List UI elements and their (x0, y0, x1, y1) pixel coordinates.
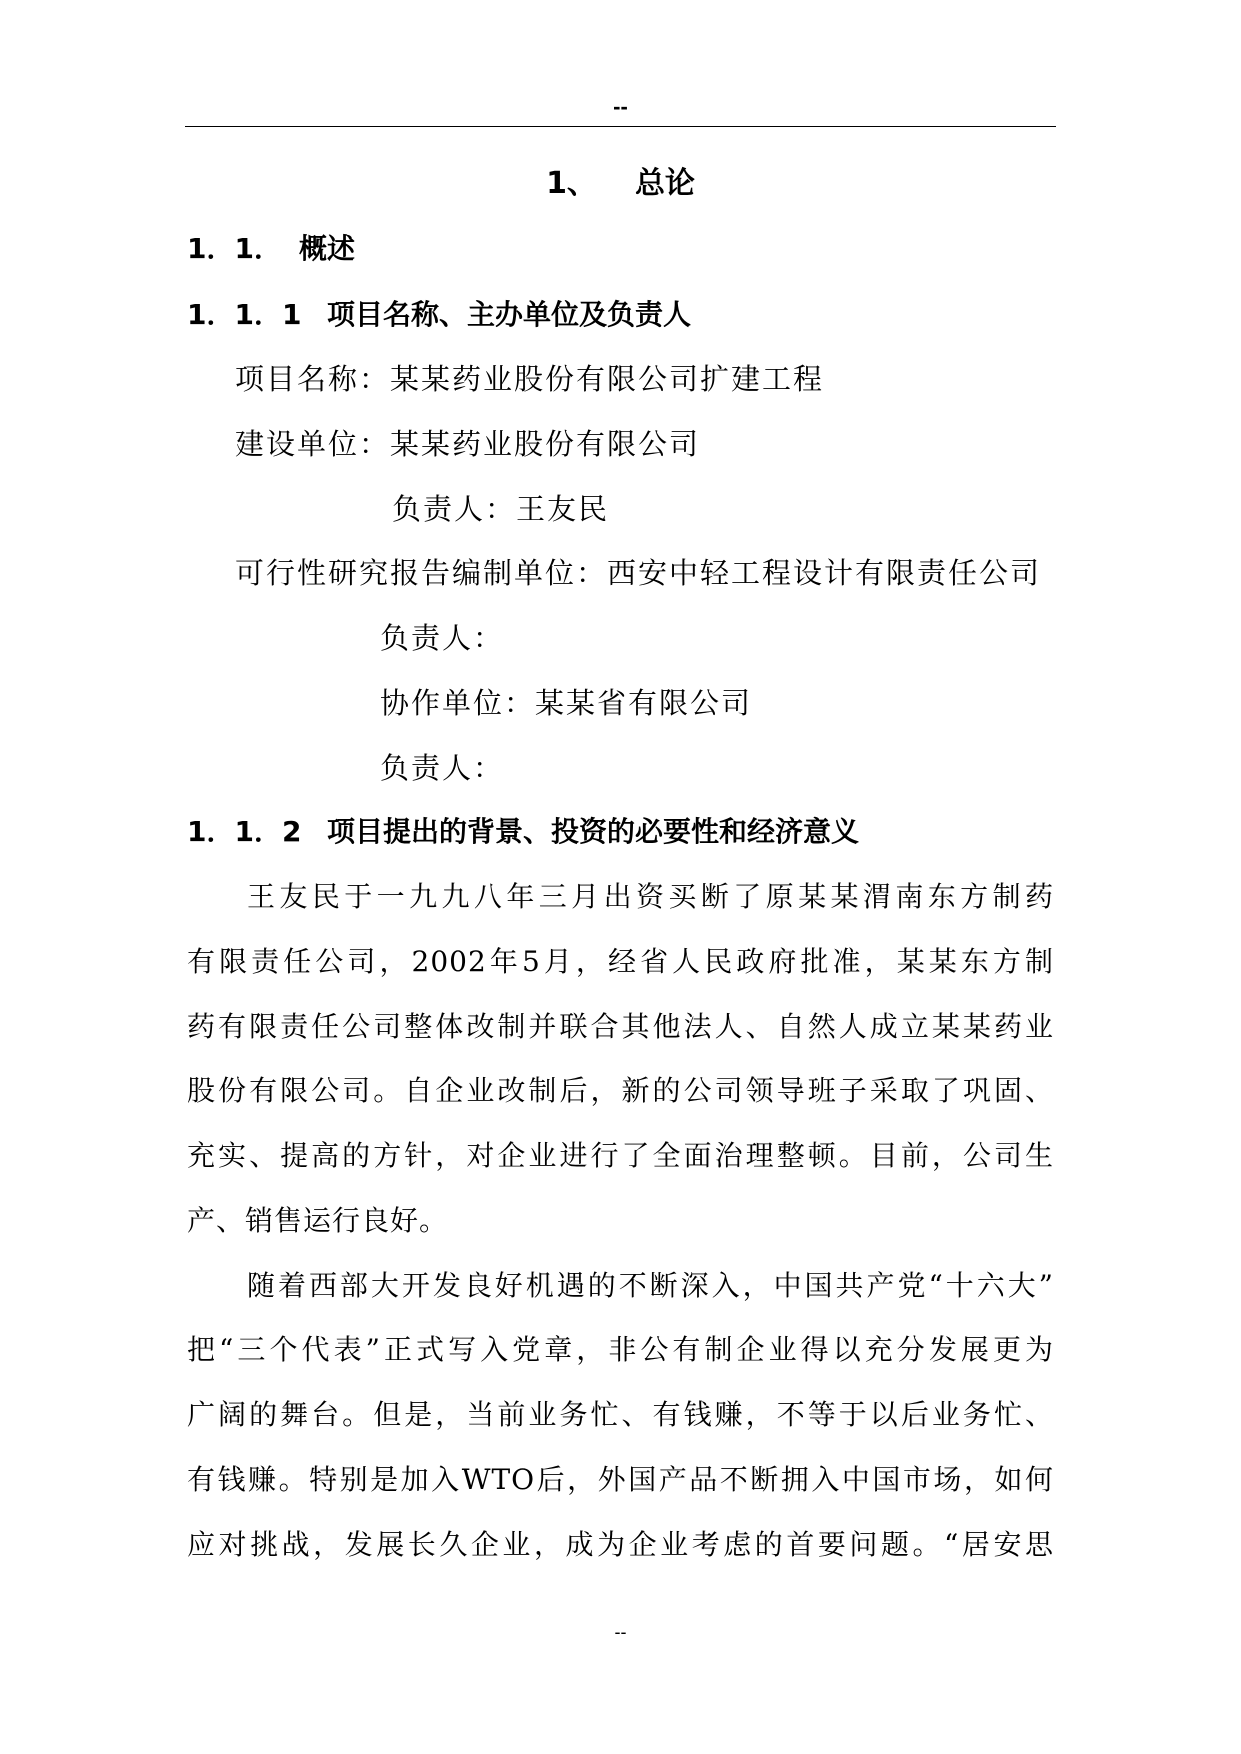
paragraph-2-line: 应对挑战，发展长久企业，成为企业考虑的首要问题。“居安思 (187, 1528, 1054, 1561)
chapter-title: 总论 (634, 166, 695, 201)
paragraph-1-line: 产、销售运行良好。 (187, 1204, 449, 1237)
report-person-line: 负责人： (380, 621, 505, 655)
report-unit-line: 可行性研究报告编制单位：西安中轻工程设计有限责任公司 (235, 556, 1042, 590)
page-header-mark: -- (613, 94, 628, 119)
page-footer-mark: -- (614, 1622, 627, 1642)
section-1-1-2-heading (187, 812, 859, 852)
paragraph-2-line: 把“三个代表”正式写入党章，非公有制企业得以充分发展更为 (187, 1333, 1054, 1366)
header-rule (185, 126, 1056, 127)
section-1-1-number: 1．1． (187, 232, 282, 265)
paragraph-2-line: 有钱赚。特别是加入WTO后，外国产品不断拥入中国市场，如何 (187, 1463, 1054, 1496)
paragraph-1-line: 王友民于一九九八年三月出资买断了原某某渭南东方制药 (247, 880, 1054, 913)
paragraph-2-line: 广阔的舞台。但是，当前业务忙、有钱赚，不等于以后业务忙、 (187, 1398, 1054, 1431)
paragraph-1-line: 有限责任公司，2002年5月，经省人民政府批准，某某东方制 (187, 945, 1054, 978)
section-1-1-2-number: 1．1．2 (187, 815, 302, 848)
section-1-1-1-number: 1．1．1 (187, 298, 302, 331)
chapter-heading (0, 164, 1241, 204)
section-1-1-heading (187, 229, 355, 269)
project-name-line: 项目名称：某某药业股份有限公司扩建工程 (235, 362, 825, 396)
paragraph-2-line: 随着西部大开发良好机遇的不断深入，中国共产党“十六大” (247, 1269, 1054, 1302)
section-1-1-2-title: 项目提出的背景、投资的必要性和经济意义 (327, 815, 860, 848)
partner-unit-line: 协作单位：某某省有限公司 (380, 686, 753, 720)
paragraph-1-line: 药有限责任公司整体改制并联合其他法人、自然人成立某某药业 (187, 1010, 1054, 1043)
paragraph-1-line: 股份有限公司。自企业改制后，新的公司领导班子采取了巩固、 (187, 1074, 1054, 1107)
builder-person-line: 负责人：王友民 (392, 492, 610, 526)
chapter-number: 1、 (546, 166, 597, 201)
section-1-1-1-title: 项目名称、主办单位及负责人 (327, 298, 692, 331)
builder-line: 建设单位：某某药业股份有限公司 (235, 427, 701, 461)
section-1-1-1-heading (187, 295, 691, 335)
section-1-1-title: 概述 (299, 232, 356, 265)
paragraph-1-line: 充实、提高的方针，对企业进行了全面治理整顿。目前，公司生 (187, 1139, 1054, 1172)
partner-person-line: 负责人： (380, 751, 505, 785)
